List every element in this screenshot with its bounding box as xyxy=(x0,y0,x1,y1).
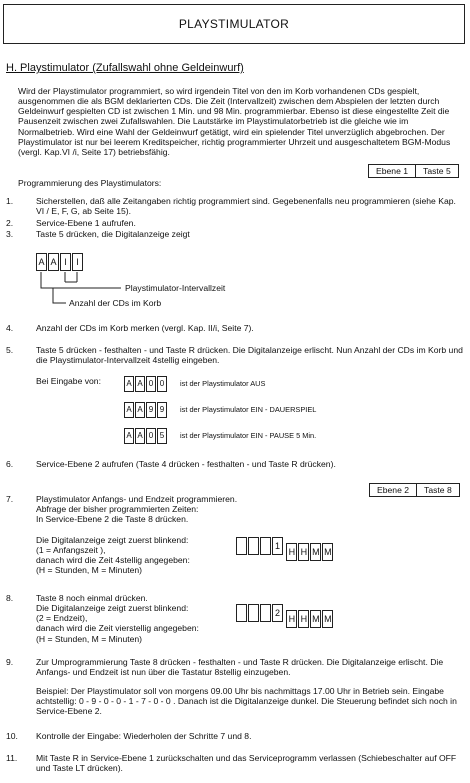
display-cell: M xyxy=(322,543,333,561)
step-2 xyxy=(6,218,464,228)
step-text: Mit Taste R in Service-Ebene 1 zurückschalten und das Serviceprogramm verlassen (Schiebeschalter auf OFF und Taste LT drücken). xyxy=(36,753,457,774)
step-6 xyxy=(6,459,464,469)
display-cell: M xyxy=(310,610,321,628)
display-cell: I xyxy=(72,253,83,271)
display-row-top xyxy=(236,604,284,622)
intro-paragraph: Wird der Playstimulator programmiert, so wird irgendein Titel von den im Korb vorhandenen CDs gespielt, ausgenommen die als BGM deklarierten CDs. Die Zeit (Intervallzeit) zwischen dem Abspielen der letzten durch Geldeinwurf gespielten CD ist zwischen 1 Min. und 98 Min. programmierbar. Ebenso ist diese eingestellte Zeit die Pausenzeit zwischen zwei Zufallswahlen. Die Lautstärke im Playstimulatorbetrieb ist die gleiche wie im Normalbetrieb. Wird eine Wahl der Geldeinwurf getätigt, wird ein spielender Titel unverzüglich abgebrochen. Der Playstimulator ist nur bei leerem Kreditspeicher, richtig programmierter Uhrzeit und ausgeschaltetem BGM-Modus (vergl. Kap.VI /i, Seite 17) betriebsfähig. xyxy=(18,86,451,157)
display-cell: 0 xyxy=(146,428,156,444)
display-row-bottom xyxy=(286,610,334,628)
step-number: 6. xyxy=(6,459,14,469)
label-cd-count: Anzahl der CDs im Korb xyxy=(69,298,162,308)
step-text: Service-Ebene 1 aufrufen. xyxy=(36,218,136,228)
step-text: Taste 5 drücken - festhalten - und Taste R drücken. Die Digitalanzeige erlischt. Nun Anzahl der CDs im Korb und die Playstimulator-Intervallzeit 4stellig eingeben. xyxy=(36,345,463,366)
step-number: 7. xyxy=(6,494,14,504)
step-10 xyxy=(6,731,464,741)
example-desc: ist der Playstimulator EIN - DAUERSPIEL xyxy=(180,404,317,414)
step-7-display xyxy=(236,537,334,561)
display-cell: H xyxy=(286,543,297,561)
example-desc: ist der Playstimulator EIN - PAUSE 5 Min. xyxy=(180,430,317,440)
step-text: Sicherstellen, daß alle Zeitangaben richtig programmiert sind. Gegebenenfalls neu programmieren (siehe Kap. VI / E, F, G, ab Seite 15). xyxy=(36,196,456,217)
step-number: 5. xyxy=(6,345,14,355)
example-display xyxy=(124,402,168,418)
display-cell xyxy=(260,604,271,622)
example-row xyxy=(124,376,265,392)
step-3 xyxy=(6,229,464,239)
example-desc: ist der Playstimulator AUS xyxy=(180,378,266,388)
display-cell: 2 xyxy=(272,604,283,622)
display-cell: 9 xyxy=(157,402,167,418)
step-number: 8. xyxy=(6,593,14,603)
example-display xyxy=(124,376,168,392)
digital-display-diagram xyxy=(36,253,336,313)
display-cell xyxy=(236,537,247,555)
example-display xyxy=(124,428,168,444)
programming-title: Programmierung des Playstimulators: xyxy=(18,178,162,188)
tag-key: Taste 5 xyxy=(415,165,458,177)
label-interval: Playstimulator-Intervallzeit xyxy=(125,283,226,293)
step-8-display xyxy=(236,604,334,628)
display-cell xyxy=(260,537,271,555)
display-cell: 0 xyxy=(157,376,167,392)
tag-level: Ebene 1 xyxy=(376,166,409,176)
display-cell: A xyxy=(135,402,145,418)
step-9-example: Beispiel: Der Playstimulator soll von morgens 09.00 Uhr bis nachmittags 17.00 Uhr in Betrieb sein. Eingabe achtstellig: 0 - 9 - 0 - 0 - 1 - 7 - 0 - 0 . Danach ist die Digitalanzeige dunkel. Die Steuerung befindet sich noch in Service-Ebene 2. xyxy=(36,686,457,717)
step-number: 2. xyxy=(6,218,14,228)
display-cell: 9 xyxy=(146,402,156,418)
step-text: Zur Umprogrammierung Taste 8 drücken - festhalten - und Taste R drücken. Die Digitalanzeige erlischt. Die Anfangs- und Endzeit ist nun über die Tastatur 8stellig einzugeben. xyxy=(36,657,444,678)
display-cell: 0 xyxy=(146,376,156,392)
tag-level: Ebene 2 xyxy=(377,485,410,495)
display-cell: A xyxy=(124,376,134,392)
display-cell: 1 xyxy=(272,537,283,555)
service-level-tag-1 xyxy=(368,164,459,178)
step-number: 11. xyxy=(6,753,18,763)
display-cell: A xyxy=(135,428,145,444)
step-text: Taste 8 noch einmal drücken. Die Digitalanzeige zeigt zuerst blinkend: (2 = Endzeit), danach wird die Zeit vierstellig angegeben: (H = Stunden, M = Minuten) xyxy=(36,593,199,644)
display-cell: 5 xyxy=(157,428,167,444)
display-cell: A xyxy=(124,402,134,418)
page-title-box xyxy=(3,4,465,44)
example-row xyxy=(124,428,316,444)
display-cell xyxy=(236,604,247,622)
step-8 xyxy=(6,593,464,644)
display-cell: A xyxy=(36,253,47,271)
display-cell: A xyxy=(124,428,134,444)
display-cell xyxy=(248,537,259,555)
step-7-display-text: Die Digitalanzeige zeigt zuerst blinkend: (1 = Anfangszeit ), danach wird die Zeit 4stellig angegeben: (H = Stunden, M = Minuten) xyxy=(36,535,190,576)
step-number: 1. xyxy=(6,196,14,206)
step-text: Kontrolle der Eingabe: Wiederholen der Schritte 7 und 8. xyxy=(36,731,252,741)
display-cell: H xyxy=(298,543,309,561)
step-number: 9. xyxy=(6,657,14,667)
display-cell: I xyxy=(60,253,71,271)
display-cell: A xyxy=(135,376,145,392)
example-row xyxy=(124,402,316,418)
display-cell: H xyxy=(298,610,309,628)
step-text: Anzahl der CDs im Korb merken (vergl. Kap. II/i, Seite 7). xyxy=(36,323,254,333)
step-number: 4. xyxy=(6,323,14,333)
tag-key: Taste 8 xyxy=(416,484,459,496)
display-cell: A xyxy=(48,253,59,271)
step-number: 3. xyxy=(6,229,14,239)
display-row-top xyxy=(236,537,284,555)
step-5 xyxy=(6,345,464,365)
step-4 xyxy=(6,323,464,333)
step-text: Playstimulator Anfangs- und Endzeit programmieren. Abfrage der bisher programmierten Zeiten: In Service-Ebene 2 die Taste 8 drücken. xyxy=(36,494,238,525)
display-cell: H xyxy=(286,610,297,628)
display-cell: M xyxy=(310,543,321,561)
display-row-bottom xyxy=(286,543,334,561)
step-text: Taste 5 drücken, die Digitalanzeige zeigt xyxy=(36,229,190,239)
page-title: PLAYSTIMULATOR xyxy=(178,16,290,31)
step-7 xyxy=(6,494,464,524)
display-cell: M xyxy=(322,610,333,628)
input-label: Bei Eingabe von: xyxy=(36,376,101,386)
step-text: Service-Ebene 2 aufrufen (Taste 4 drücken - festhalten - und Taste R drücken). xyxy=(36,459,336,469)
step-1 xyxy=(6,196,464,216)
step-11 xyxy=(6,753,464,773)
step-number: 10. xyxy=(6,731,18,741)
display-cell xyxy=(248,604,259,622)
section-heading: H. Playstimulator (Zufallswahl ohne Geldeinwurf) xyxy=(6,62,244,74)
step-9 xyxy=(6,657,464,677)
